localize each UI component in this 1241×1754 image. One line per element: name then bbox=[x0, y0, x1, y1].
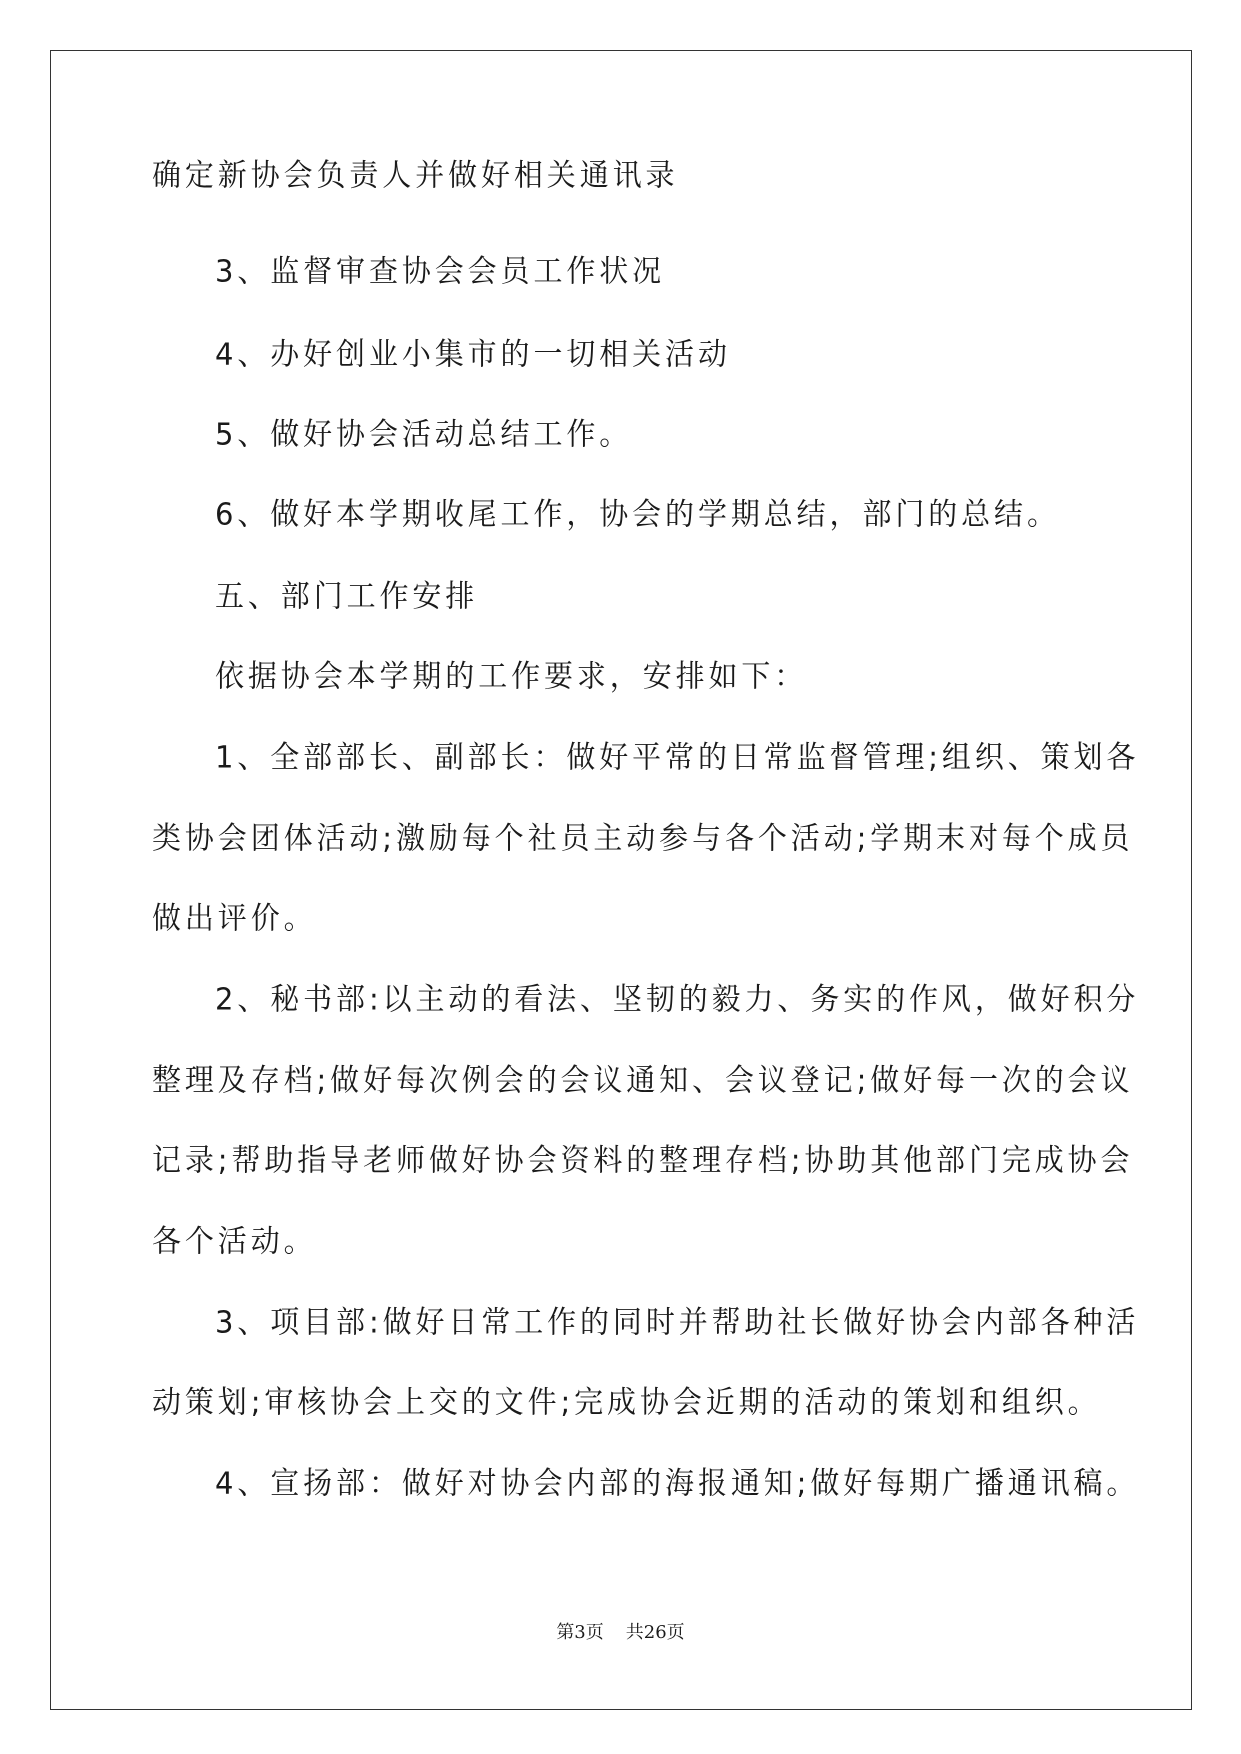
section-heading: 五、部门工作安排 bbox=[215, 578, 479, 614]
page-total: 共26页 bbox=[625, 1622, 685, 1643]
list-item: 5、做好协会活动总结工作。 bbox=[215, 416, 633, 452]
paragraph-line: 整理及存档;做好每次例会的会议通知、会议登记;做好每一次的会议 bbox=[152, 1062, 1134, 1098]
paragraph-line: 记录;帮助指导老师做好协会资料的整理存档;协助其他部门完成协会 bbox=[152, 1142, 1134, 1178]
list-item: 1、全部部长、副部长：做好平常的日常监督管理;组织、策划各 bbox=[215, 739, 1140, 775]
list-item: 6、做好本学期收尾工作，协会的学期总结，部门的总结。 bbox=[215, 496, 1060, 532]
paragraph-line: 确定新协会负责人并做好相关通讯录 bbox=[152, 157, 679, 193]
list-item: 2、秘书部:以主动的看法、坚韧的毅力、务实的作风，做好积分 bbox=[215, 981, 1140, 1017]
list-item: 4、办好创业小集市的一切相关活动 bbox=[215, 336, 731, 372]
paragraph-line: 动策划;审核协会上交的文件;完成协会近期的活动的策划和组织。 bbox=[152, 1384, 1101, 1420]
page-number: 第3页 bbox=[556, 1622, 604, 1643]
page-border bbox=[50, 50, 1192, 1710]
paragraph-line: 类协会团体活动;激励每个社员主动参与各个活动;学期末对每个成员 bbox=[152, 820, 1134, 856]
paragraph-line: 依据协会本学期的工作要求，安排如下： bbox=[215, 658, 808, 694]
list-item: 4、宣扬部：做好对协会内部的海报通知;做好每期广播通讯稿。 bbox=[215, 1465, 1140, 1501]
paragraph-line: 做出评价。 bbox=[152, 900, 317, 936]
paragraph-line: 各个活动。 bbox=[152, 1223, 317, 1259]
list-item: 3、监督审查协会会员工作状况 bbox=[215, 253, 666, 289]
list-item: 3、项目部:做好日常工作的同时并帮助社长做好协会内部各种活 bbox=[215, 1304, 1140, 1340]
page-footer bbox=[0, 1621, 1241, 1645]
